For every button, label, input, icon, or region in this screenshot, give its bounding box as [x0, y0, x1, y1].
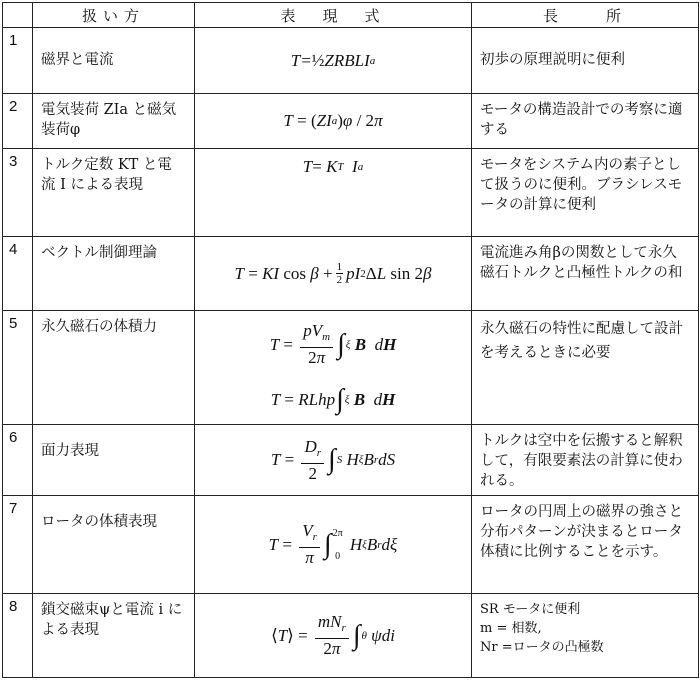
merit-cell: [472, 149, 699, 237]
method-text: 永久磁石の体積力: [41, 319, 157, 335]
row-number: 6: [3, 425, 33, 496]
formula-cell: [195, 311, 472, 425]
merit-cell: [472, 94, 699, 149]
table-row: [3, 237, 699, 311]
formula-cell: [195, 425, 472, 496]
row-number: 2: [3, 94, 33, 149]
method-text: 鎖交磁束ψと電流 i による表現: [41, 602, 183, 638]
row-number: 4: [3, 237, 33, 311]
formula-cell: [195, 28, 472, 94]
formula-8: ⟨ T ⟩ = $\frac{mN_r}{2\pi}$ ∫ θ ψdi: [271, 612, 395, 658]
method-text: ベクトル制御理論: [41, 245, 157, 261]
table-row: [3, 149, 699, 237]
method-text: 磁界と電流: [41, 52, 114, 68]
row-number: 1: [3, 28, 33, 94]
merit-cell: [472, 594, 699, 678]
method-cell: [33, 149, 195, 237]
merit-text: [472, 594, 698, 661]
table-row: [3, 311, 699, 425]
method-text: トルク定数 KT と電流 I による表現: [41, 157, 172, 193]
merit-text: トルクは空中を伝搬すると解釈して，有限要素法の計算に使われる。: [480, 433, 683, 489]
row-number: 7: [3, 496, 33, 594]
formula-cell: [195, 496, 472, 594]
header-row: [3, 3, 699, 28]
method-cell: [33, 94, 195, 149]
formula-2: T = ( ZI a ) φ / 2 π: [283, 111, 383, 130]
formula-5b: T = RLhp ∫ ξ B d H: [270, 384, 396, 415]
formula-5a: T = $\frac{pV_m}{2\pi}$ ∫ ξ B d H: [269, 321, 397, 367]
formula-cell: [195, 594, 472, 678]
merit-text: 永久磁石の特性に配慮して設計を考えるときに必要: [480, 321, 683, 361]
formula-7: T = $\frac{V_r}{\pi}$ ∫ 2π 0 H ξ B r dξ: [268, 521, 398, 567]
table-row: [3, 28, 699, 94]
merit-text: モータをシステム内の素子として扱うのに便利。ブラシレスモータの計算に便利: [480, 157, 683, 213]
method-header: 扱い方: [33, 3, 195, 28]
formula-header: 表 現 式: [195, 3, 472, 28]
method-text: 電気装荷 ZIa と磁気装荷φ: [41, 102, 177, 138]
formula-cell: [195, 149, 472, 237]
row-number-header: [3, 3, 33, 28]
merit-cell: [472, 237, 699, 311]
merit-cell: [472, 28, 699, 94]
formula-cell: [195, 237, 472, 311]
row-number: 8: [3, 594, 33, 678]
table-row: [3, 94, 699, 149]
table-row: [3, 496, 699, 594]
formula-cell: [195, 94, 472, 149]
method-cell: [33, 594, 195, 678]
merit-text: モータの構造設計での考察に適する: [480, 102, 683, 138]
merit-line: SR モータに便利: [480, 602, 581, 617]
table-row: [3, 594, 699, 678]
method-cell: [33, 496, 195, 594]
formula-1: T= ½ ZRBLI a: [290, 50, 376, 70]
merit-text: ロータの円周上の磁界の強さと分布パターンが決まるとロータ体積に比例することを示す。: [480, 504, 683, 560]
merit-text: 電流進み角βの関数として永久磁石トルクと凸極性トルクの和: [480, 245, 683, 281]
method-cell: [33, 311, 195, 425]
method-cell: [33, 237, 195, 311]
method-text: 面力表現: [41, 443, 99, 459]
merit-cell: [472, 311, 699, 425]
formula-3: T = K T I a: [302, 157, 364, 176]
merit-cell: [472, 496, 699, 594]
method-cell: [33, 28, 195, 94]
method-text: ロータの体積表現: [41, 514, 157, 530]
method-cell: [33, 425, 195, 496]
formula-6: T = $\frac{D_r}{2}$ ∫ S H ξ B r dS: [270, 436, 396, 483]
merit-line: Nr =ロータの凸極数: [480, 640, 604, 655]
row-number: 5: [3, 311, 33, 425]
torque-expression-table: [2, 2, 699, 678]
merit-cell: [472, 425, 699, 496]
formula-4: T = KI cos β + $\frac{1}{2}$ pI 2 Δ L sin 2 β: [234, 261, 432, 286]
table-row: [3, 425, 699, 496]
row-number: 3: [3, 149, 33, 237]
merit-header: 長 所: [472, 3, 699, 28]
merit-line: m = 相数,: [480, 621, 542, 636]
merit-text: 初歩の原理説明に便利: [480, 52, 625, 68]
